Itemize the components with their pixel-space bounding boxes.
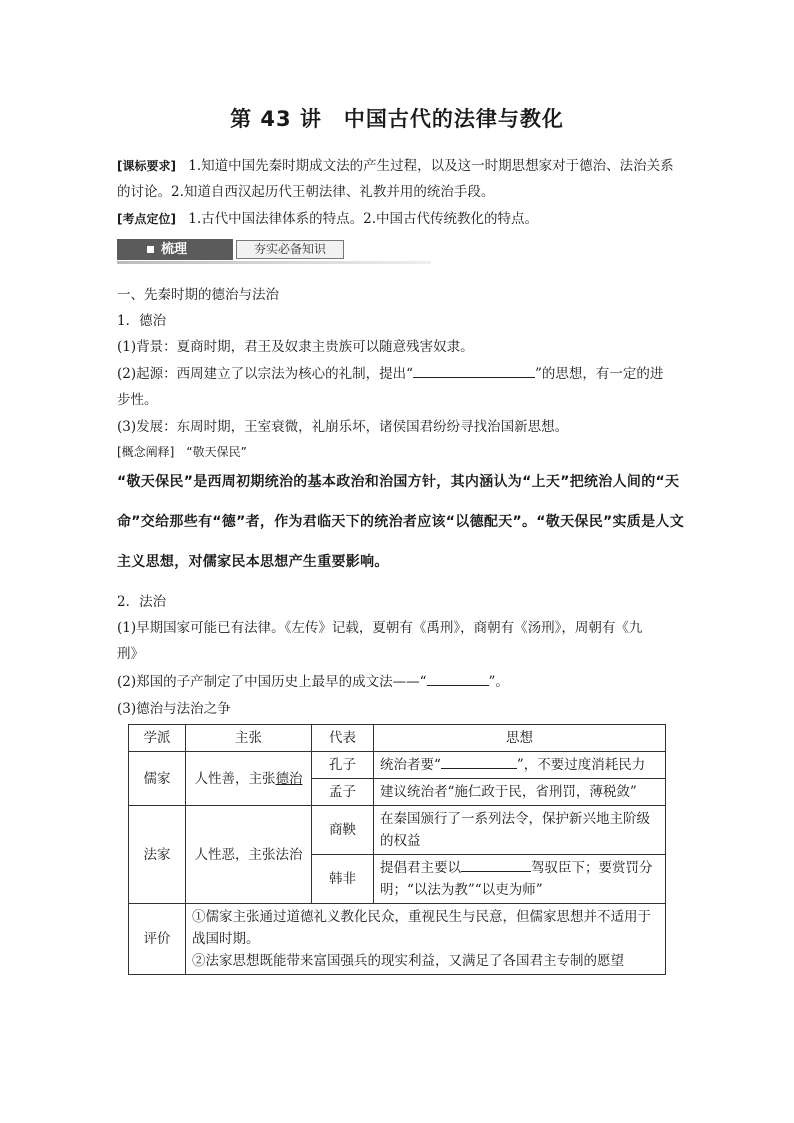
- table-row: [129, 752, 666, 779]
- curriculum-requirements: [117, 153, 679, 205]
- dezhi-development: (3)发展：东周时期，王室衰微，礼崩乐坏，诸侯国君纷纷寻找治国新思想。: [117, 419, 569, 435]
- dezhi-background: (1)背景：夏商时期，君王及奴隶主贵族可以随意残害奴隶。: [117, 339, 474, 355]
- banner-light-label: 夯实必备知识: [236, 240, 344, 259]
- school-cell: 儒家: [129, 752, 186, 806]
- requirements-text: 1.知道中国先秦时期成文法的产生过程，以及这一时期思想家对于德治、法治关系的讨论。2.知道自西汉起历代王朝法律、礼教并用的统治手段。: [117, 158, 674, 200]
- thought-cell: 提倡君主要以 驾驭臣下；要赏罚分明；“以法为教”“以吏为师”: [374, 855, 666, 904]
- table-header: 学派: [129, 725, 186, 752]
- rep-cell: 孟子: [312, 779, 374, 806]
- dezhi-fazhi-table: [128, 724, 666, 975]
- fill-blank[interactable]: [413, 365, 535, 378]
- rep-cell: 孔子: [312, 752, 374, 779]
- positioning-text: 1.古代中国法律体系的特点。2.中国古代传统教化的特点。: [188, 211, 539, 227]
- requirements-tag: [课标要求]: [117, 159, 176, 173]
- fill-blank[interactable]: [461, 859, 531, 872]
- table-header: 思想: [374, 725, 666, 752]
- table-header: 代表: [312, 725, 374, 752]
- section-heading: 一、先秦时期的德治与法治: [117, 287, 279, 303]
- banner-underline: [117, 261, 431, 264]
- subheading-dezhi: 1．德治: [117, 313, 167, 329]
- claim-cell: 人性恶，主张法治: [186, 806, 312, 904]
- positioning-tag: [考点定位]: [117, 212, 176, 226]
- section-banner: [117, 239, 431, 260]
- rep-cell: 韩非: [312, 855, 374, 904]
- exam-positioning: [117, 206, 679, 232]
- table-header: 主张: [186, 725, 312, 752]
- table-row: [129, 806, 666, 855]
- concept-explanation: “敬天保民”是西周初期统治的基本政治和治国方针，其内涵认为“上天”把统治人间的“天命”交给那些有“德”者，作为君临天下的统治者应该“以德配天”。“敬天保民”实质是人文主义思想，对儒家民本思想产生重要影响。: [117, 474, 685, 570]
- fazhi-early: (1)早期国家可能已有法律。《左传》记载，夏朝有《禹刑》，商朝有《汤刑》，周朝有《九: [117, 620, 643, 636]
- claim-cell: 人性善，主张德治: [186, 752, 312, 806]
- evaluation-label: 评价: [129, 904, 186, 975]
- banner-dark-label: 梳理: [117, 239, 233, 260]
- table-header-row: [129, 725, 666, 752]
- school-cell: 法家: [129, 806, 186, 904]
- concept-tag: [概念阐释] “敬天保民”: [117, 445, 247, 459]
- fazhi-early-cont: 刑》: [117, 646, 144, 662]
- fill-blank[interactable]: [441, 756, 517, 769]
- dezhi-origin-cont: 步性。: [117, 392, 158, 408]
- thought-cell: 建议统治者“施仁政于民，省刑罚，薄税敛”: [374, 779, 666, 806]
- evaluation-text: ①儒家主张通过道德礼义教化民众，重视民生与民意，但儒家思想并不适用于战国时期。 ②法家思想既能带来富国强兵的现实利益，又满足了各国君主专制的愿望: [186, 904, 666, 975]
- fill-blank[interactable]: [427, 673, 489, 686]
- thought-cell: 统治者要“ ”，不要过度消耗民力: [374, 752, 666, 779]
- subheading-fazhi: 2．法治: [117, 594, 167, 610]
- table-row: [129, 904, 666, 975]
- lesson-title: 第 43 讲 中国古代的法律与教化: [230, 107, 564, 131]
- thought-cell: 在秦国颁行了一系列法令，保护新兴地主阶级的权益: [374, 806, 666, 855]
- rep-cell: 商鞅: [312, 806, 374, 855]
- fazhi-zheng: (2)郑国的子产制定了中国历史上最早的成文法——“ ”。: [117, 674, 509, 690]
- fazhi-debate: (3)德治与法治之争: [117, 701, 231, 717]
- square-bullet-icon: [147, 246, 154, 253]
- dezhi-origin: (2)起源：西周建立了以宗法为核心的礼制，提出“ ”的思想，有一定的进: [117, 366, 664, 382]
